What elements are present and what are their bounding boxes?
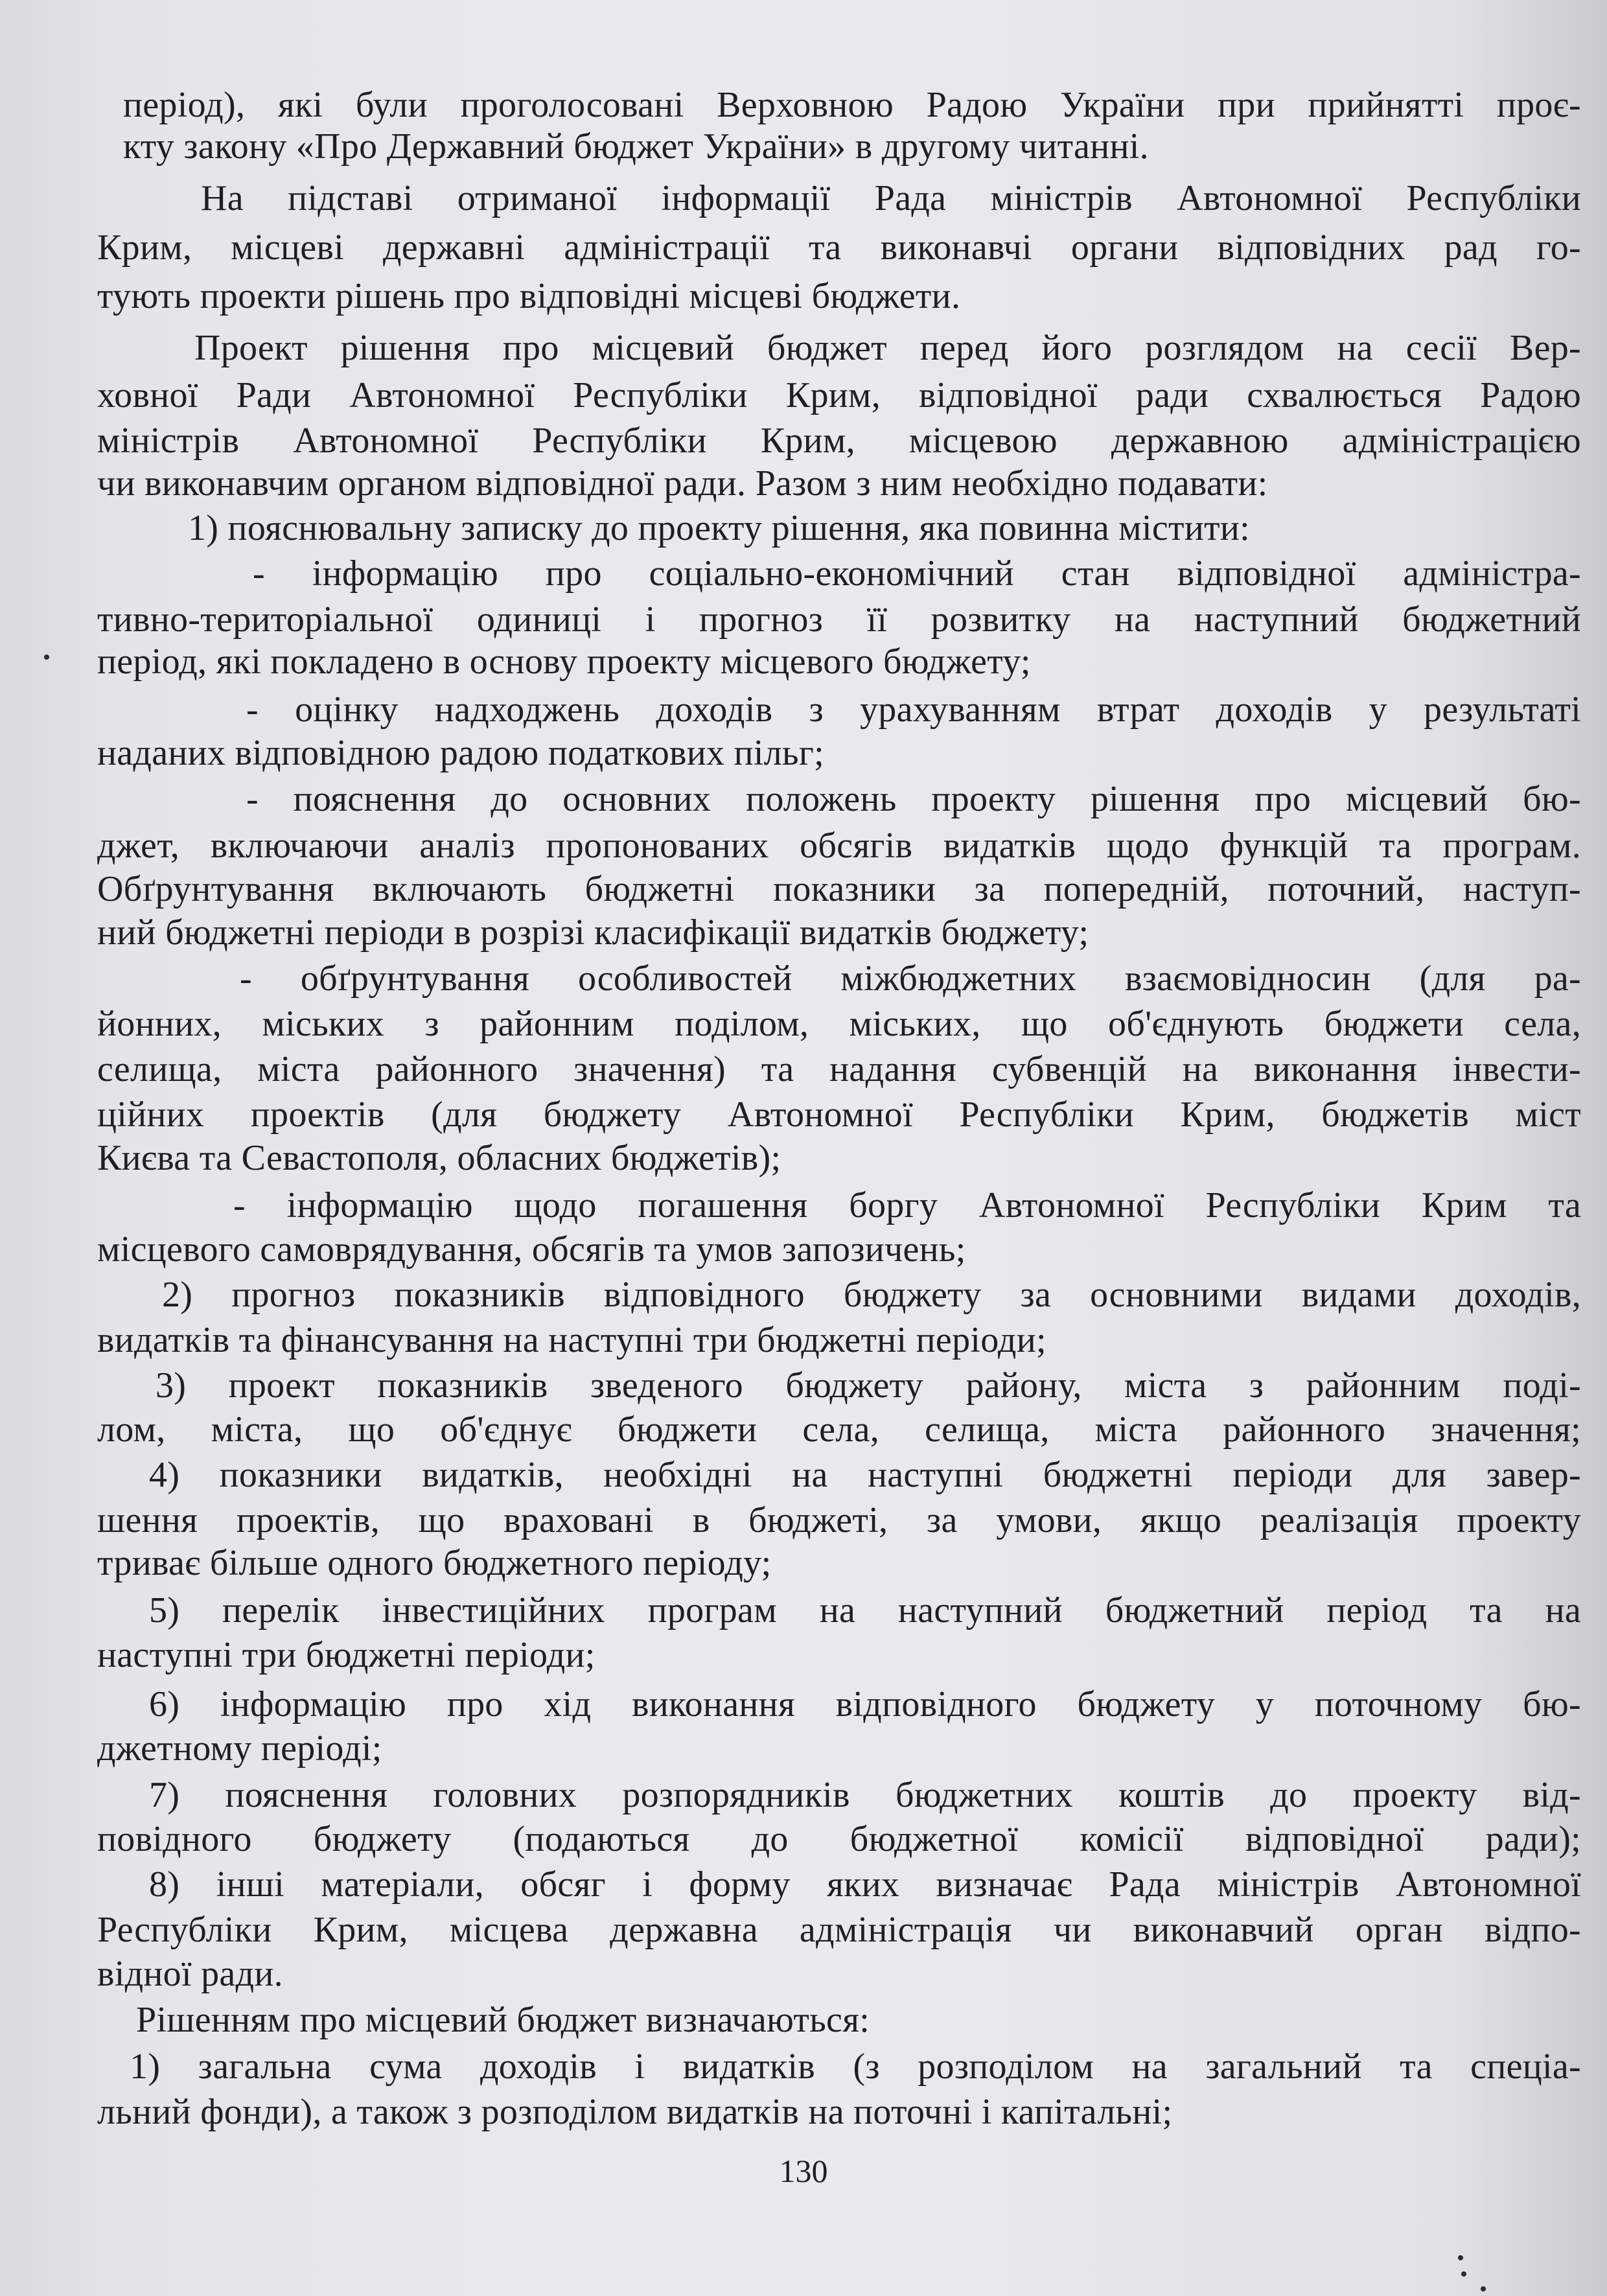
text-line: - інформацію про соціально-економічний стан відповідної адміністра- [253, 553, 1581, 594]
text-line: повідного бюджету (подаються до бюджетної комісії відповідної ради); [97, 1819, 1581, 1859]
text-line: шення проектів, що враховані в бюджеті, за умови, якщо реалізація проекту [97, 1500, 1581, 1540]
text-line: період), які були проголосовані Верховною Радою України при прийнятті проє- [123, 85, 1581, 125]
text-line: наступні три бюджетні періоди; [97, 1635, 595, 1675]
text-line: - пояснення до основних положень проекту рішення про місцевий бю- [246, 779, 1581, 819]
text-line: 5) перелік інвестиційних програм на наступний бюджетний період та на [149, 1590, 1581, 1630]
text-line: кту закону «Про Державний бюджет України» в другому читанні. [123, 126, 1149, 167]
text-line: - інформацію щодо погашення боргу Автономної Республіки Крим та [233, 1185, 1581, 1225]
text-line: - обґрунтування особливостей міжбюджетних взаємовідносин (для ра- [240, 958, 1581, 999]
text-line: лом, міста, що об'єднує бюджети села, селища, міста районного значення; [97, 1409, 1581, 1450]
speck-mark [1481, 2286, 1486, 2291]
text-line: селища, міста районного значення) та надання субвенцій на виконання інвести- [97, 1049, 1581, 1089]
text-line: 3) проект показників зведеного бюджету району, міста з районним поді- [156, 1365, 1581, 1406]
text-line: місцевого самоврядування, обсягів та умов запозичень; [97, 1229, 966, 1270]
text-line: ховної Ради Автономної Республіки Крим, відповідної ради схвалюється Радою [97, 375, 1581, 415]
text-line: - оцінку надходжень доходів з урахуванням втрат доходів у результаті [246, 690, 1581, 730]
text-line: міністрів Автономної Республіки Крим, місцевою державною адміністрацією [97, 421, 1581, 461]
text-line: ний бюджетні періоди в розрізі класифікації видатків бюджету; [97, 912, 1089, 953]
text-line: Обґрунтування включають бюджетні показники за попередній, поточний, наступ- [97, 869, 1581, 909]
text-line: джет, включаючи аналіз пропонованих обсягів видатків щодо функцій та програм. [97, 826, 1581, 866]
text-line: ційних проектів (для бюджету Автономної Республіки Крим, бюджетів міст [97, 1095, 1581, 1135]
text-line: Проект рішення про місцевий бюджет перед його розглядом на сесії Вер- [194, 328, 1581, 368]
text-line: Києва та Севастополя, обласних бюджетів); [97, 1138, 781, 1178]
text-line: льний фонди), а також з розподілом видатків на поточні і капітальні; [97, 2092, 1173, 2132]
text-line: період, які покладено в основу проекту місцевого бюджету; [97, 642, 1031, 682]
text-line: На підставі отриманої інформації Рада міністрів Автономної Республіки [201, 178, 1581, 218]
text-line: Республіки Крим, місцева державна адміністрація чи виконавчий орган відпо- [97, 1910, 1581, 1950]
text-line: видатків та фінансування на наступні три бюджетні періоди; [97, 1320, 1046, 1360]
text-line: чи виконавчим органом відповідної ради. Разом з ним необхідно подавати: [97, 463, 1268, 504]
text-line: 1) пояснювальну записку до проекту рішення, яка повинна містити: [188, 508, 1250, 548]
text-line: 2) прогноз показників відповідного бюджету за основними видами доходів, [162, 1275, 1581, 1315]
text-line: тують проекти рішень про відповідні місцеві бюджети. [97, 276, 961, 316]
speck-mark [44, 655, 49, 660]
text-line: 7) пояснення головних розпорядників бюджетних коштів до проекту від- [149, 1775, 1581, 1815]
text-line: 8) інші матеріали, обсяг і форму яких визначає Рада міністрів Автономної [149, 1864, 1581, 1905]
text-line: йонних, міських з районним поділом, міських, що об'єднують бюджети села, [97, 1004, 1581, 1044]
text-line: тивно-територіальної одиниці і прогноз її розвитку на наступний бюджетний [97, 599, 1581, 640]
page-number: 130 [779, 2153, 828, 2189]
text-line: джетному періоді; [97, 1728, 382, 1768]
text-line: Крим, місцеві державні адміністрації та виконавчі органи відповідних рад го- [97, 227, 1581, 268]
text-line: відної ради. [97, 1954, 283, 1994]
text-line: 4) показники видатків, необхідні на наступні бюджетні періоди для завер- [149, 1455, 1581, 1495]
speck-mark [1461, 2271, 1466, 2277]
text-line: 6) інформацію про хід виконання відповідного бюджету у поточному бю- [149, 1684, 1581, 1724]
speck-mark [1458, 2255, 1463, 2260]
text-line: наданих відповідною радою податкових пільг; [97, 733, 824, 773]
text-line: Рішенням про місцевий бюджет визначаються: [136, 2000, 870, 2040]
text-line: триває більше одного бюджетного періоду; [97, 1543, 772, 1583]
text-line: 1) загальна сума доходів і видатків (з розподілом на загальний та спеціа- [130, 2047, 1581, 2087]
